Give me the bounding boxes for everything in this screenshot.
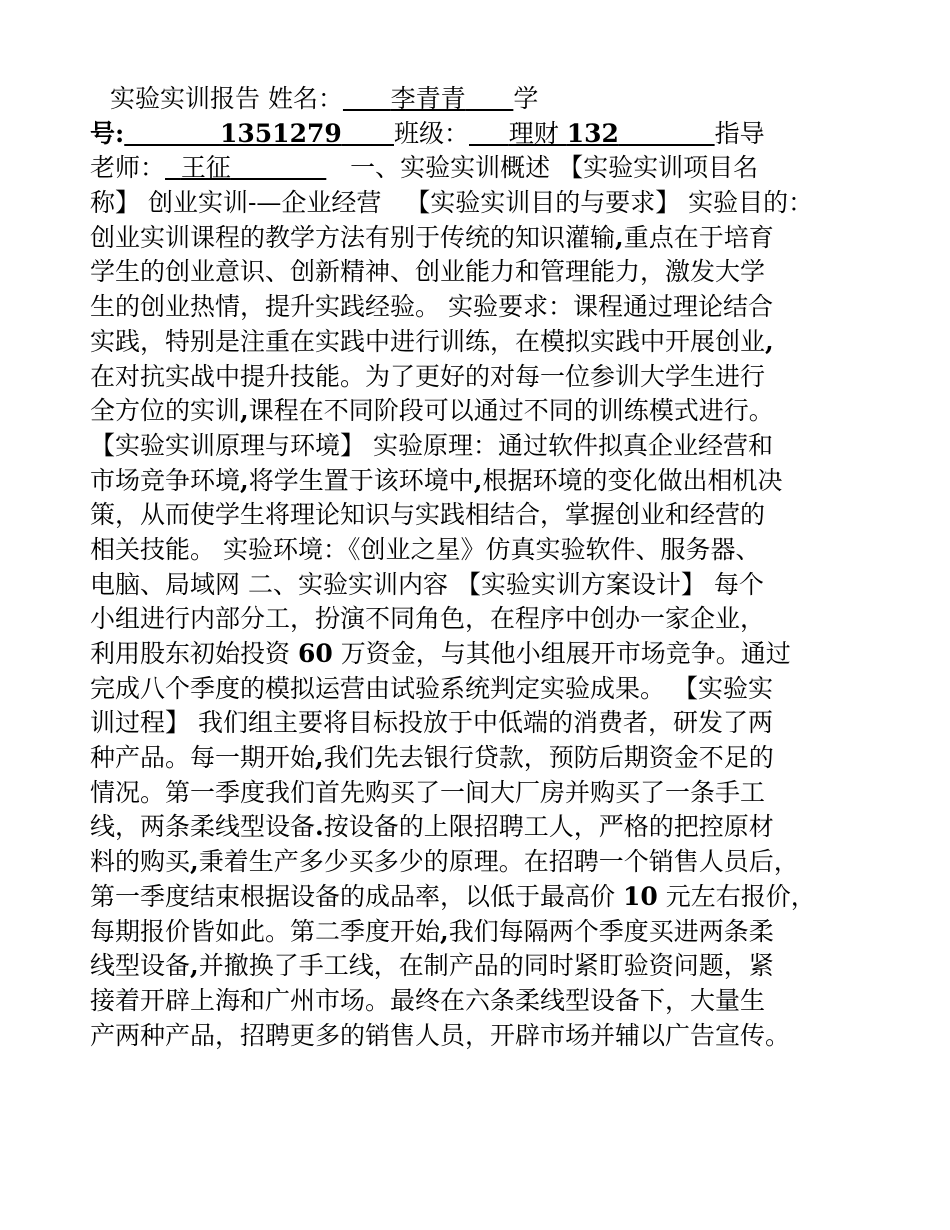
text-segment: 线型设备 — [90, 951, 191, 981]
text-segment: 产两种产品，招聘更多的销售人员，开辟市场并辅以广告宣传。 — [90, 1020, 791, 1050]
text-line — [90, 845, 880, 880]
filled-blank: 王征 — [180, 153, 231, 183]
text-segment: 我们先去银行贷款，预防后期资金不足的 — [323, 743, 774, 773]
text-line — [90, 82, 880, 117]
text-segment: 电脑、局域网 二、实验实训内容 【实验实训方案设计】 每个 — [90, 569, 764, 599]
text-line — [90, 810, 880, 845]
text-line — [90, 949, 880, 984]
text-line — [90, 151, 880, 186]
filled-blank: 1351279 — [219, 118, 342, 148]
text-segment: 全方位的实训 — [90, 396, 241, 426]
text-segment: 每期报价皆如此。第二季度开始 — [90, 916, 441, 946]
text-line — [90, 394, 880, 429]
text-segment: 学 — [513, 84, 539, 113]
text-segment: 万资金，与其他小组展开市场竞争。通过 — [332, 639, 791, 668]
text-segment: 【实验实训原理与环境】 实验原理：通过软件拟真企业经营和 — [90, 430, 773, 460]
text-segment: 完成八个季度的模拟运营由试验系统判定实验成果。 【实验实 — [90, 673, 773, 703]
text-segment: 一、实验实训概述 【实验实训项目名 — [326, 153, 759, 183]
text-segment: 在对抗实战中提升技能。为了更好的对每一位参训大学生进行 — [90, 361, 766, 391]
text-line — [90, 117, 880, 152]
text-segment: , — [240, 396, 249, 426]
filled-blank — [469, 119, 509, 148]
text-segment: 接着开辟上海和广州市场。最终在六条柔线型设备下，大量生 — [90, 985, 766, 1015]
filled-blank — [124, 119, 220, 148]
text-segment: 根据环境的变化做出相机决 — [482, 465, 783, 495]
text-line — [90, 741, 880, 776]
text-line — [90, 360, 880, 395]
text-line — [90, 429, 880, 464]
text-segment: , — [473, 465, 483, 495]
text-segment: 料的购买 — [90, 847, 191, 877]
text-segment: 小组进行内部分工，扮演不同角色，在程序中创办一家企业， — [90, 604, 766, 634]
text-segment: , — [615, 222, 624, 252]
text-line — [90, 915, 880, 950]
text-segment: 市场竞争环境 — [90, 465, 241, 495]
text-line — [90, 186, 880, 221]
text-segment: 称】 创业实训-—企业经营 【实验实训目的与要求】 实验目的： — [90, 188, 814, 218]
text-line — [90, 533, 880, 568]
text-segment: 线，两条柔线型设备 — [90, 812, 316, 842]
text-line — [90, 706, 880, 741]
text-segment: , — [315, 743, 324, 773]
text-line — [90, 880, 880, 915]
text-line — [90, 498, 880, 533]
text-segment: 学生的创业意识、创新精神、创业能力和管理能力，激发大学 — [90, 257, 766, 287]
text-segment: , — [240, 465, 249, 495]
text-segment: , — [765, 326, 774, 356]
text-segment: . — [315, 812, 324, 842]
text-segment: 实践，特别是注重在实践中进行训练，在模拟实践中开展创业 — [90, 326, 766, 356]
filled-blank: 理财 — [508, 118, 567, 148]
text-segment: 10 — [622, 881, 658, 911]
filled-blank — [619, 119, 715, 148]
text-segment: 情况。第一季度我们首先购买了一间大厂房并购买了一条手工 — [90, 777, 766, 807]
text-segment: 课程在不同阶段可以通过不同的训练模式进行。 — [248, 396, 774, 426]
text-line — [90, 325, 880, 360]
text-segment: 按设备的上限招聘工人，严格的把控原材 — [323, 812, 774, 842]
text-segment: 元左右报价， — [657, 881, 816, 911]
text-line — [90, 1019, 880, 1054]
text-line — [90, 221, 880, 256]
text-line — [90, 984, 880, 1019]
filled-blank — [466, 84, 514, 113]
text-segment: 并撤换了手工线，在制产品的同时紧盯验资问题，紧 — [198, 951, 774, 981]
filled-blank: 132 — [566, 118, 619, 148]
text-line — [90, 464, 880, 499]
text-segment: , — [190, 847, 199, 877]
text-segment: 将学生置于该环境中 — [248, 465, 474, 495]
text-line — [90, 776, 880, 811]
text-segment: 重点在于培育 — [623, 222, 774, 252]
text-segment: 相关技能。 实验环境：《创业之星》仿真实验软件、服务器、 — [90, 534, 761, 564]
text-line — [90, 290, 880, 325]
filled-blank — [231, 153, 326, 182]
text-segment: 策，从而使学生将理论知识与实践相结合，掌握创业和经营的 — [90, 500, 766, 530]
filled-blank: 李青青 — [390, 84, 466, 113]
text-line — [90, 255, 880, 290]
text-segment: 创业实训课程的教学方法有别于传统的知识灌输 — [90, 222, 616, 252]
text-segment: 实验实训报告 姓名： — [110, 84, 343, 113]
text-segment: 号: — [90, 118, 125, 148]
text-segment: 班级： — [393, 118, 469, 148]
text-segment: 种产品。每一期开始 — [90, 743, 316, 773]
text-segment: 老师： — [90, 153, 166, 183]
filled-blank — [165, 153, 181, 182]
text-segment: 60 — [297, 639, 333, 668]
text-line — [90, 602, 880, 637]
text-segment: 第一季度结束根据设备的成品率，以低于最高价 — [90, 881, 623, 911]
text-segment: 生的创业热情，提升实践经验。 实验要求：课程通过理论结合 — [90, 292, 773, 322]
text-line — [90, 672, 880, 707]
text-segment: , — [190, 951, 199, 981]
text-line — [90, 568, 880, 603]
text-segment: 指导 — [714, 118, 765, 148]
filled-blank — [343, 84, 391, 113]
text-segment: 训过程】 我们组主要将目标投放于中低端的消费者，研发了两 — [90, 708, 773, 738]
filled-blank — [342, 119, 394, 148]
text-segment: 我们每隔两个季度买进两条柔 — [448, 916, 774, 946]
text-segment: 利用股东初始投资 — [90, 639, 298, 668]
text-line — [90, 637, 880, 672]
document-body — [90, 82, 880, 1053]
text-segment: , — [440, 916, 449, 946]
text-segment: 秉着生产多少买多少的原理。在招聘一个销售人员后， — [198, 847, 799, 877]
